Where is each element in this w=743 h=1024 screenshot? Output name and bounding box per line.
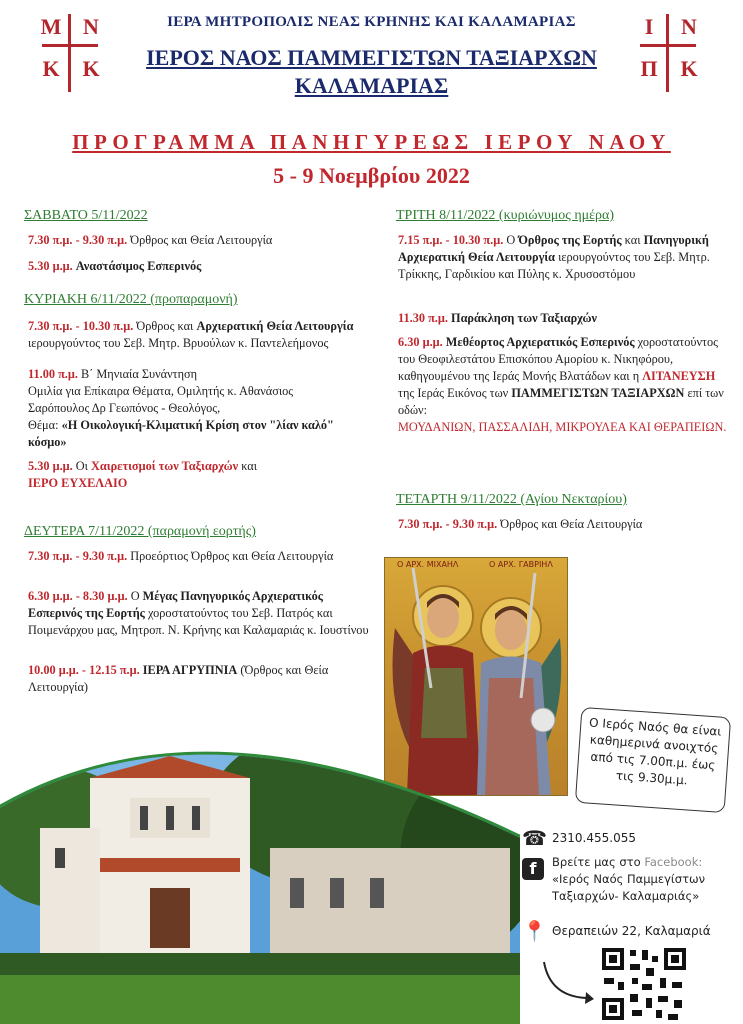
contact-section — [522, 826, 743, 943]
event-monday-3: 10.00 μ.μ. - 12.15 π.μ. ΙΕΡΑ ΑΓΡΥΠΝΙΑ (Όρθρος και Θεία Λειτουργία) — [28, 663, 329, 694]
event-wednesday-1: 7.30 π.μ. - 9.30 π.μ. Όρθρος και Θεία Λειτουργία — [398, 517, 643, 531]
address-text: Θεραπειών 22, Καλαμαριά — [552, 924, 711, 938]
day-heading-saturday: ΣΑΒΒΑΤΟ 5/11/2022 — [24, 208, 148, 223]
phone-number: 2310.455.055 — [552, 831, 636, 845]
icon-label-left: Ο ΑΡΧ. ΜΙΧΑΗΛ — [397, 560, 459, 569]
metropolis-name: ΙΕΡΑ ΜΗΤΡΟΠΟΛΙΣ ΝΕΑΣ ΚΡΗΝΗΣ ΚΑΙ ΚΑΛΑΜΑΡΙΑΣ — [167, 14, 576, 30]
day-heading-wednesday: ΤΕΤΑΡΤΗ 9/11/2022 (Αγίου Νεκταρίου) — [396, 492, 627, 507]
location-pin-icon: 📍 — [522, 919, 547, 943]
arrow-icon — [540, 958, 596, 1008]
event-sunday-1: 7.30 π.μ. - 10.30 π.μ. Όρθρος και Αρχιερατική Θεία Λειτουργία ιερουργούντος του Σεβ. Μητρ. Βρυούλων κ. Παντελεήμονος — [28, 319, 354, 350]
event-sunday-3: 5.30 μ.μ. Οι Χαιρετισμοί των Ταξιαρχών και ΙΕΡΟ ΕΥΧΕΛΑΙΟ — [28, 459, 258, 490]
facebook-icon: f — [522, 858, 544, 880]
event-saturday-2: 5.30 μ.μ. Αναστάσιμος Εσπερινός — [28, 259, 202, 273]
event-tuesday-3: 6.30 μ.μ. Μεθέορτος Αρχιερατικός Εσπερινός χοροστατούντος του Θεοφιλεστάτου Επισκόπου Αμορίου κ. Νικηφόρου, καθηγουμένου της Ιεράς Μονής Βλατάδων και η ΛΙΤΑΝΕΥΣΗ της Ιεράς Εικόνος των ΠΑΜΜΕΓΙΣΤΩΝ ΤΑΞΙΑΡΧΩΝ επί των οδών: ΜΟΥΔΑΝΙΩΝ, ΠΑΣΣΑΛΙΔΗ, ΜΙΚΡΟΥΛΕΑ ΚΑΙ ΘΕΡΑΠΕΙΩΝ. — [398, 335, 727, 434]
event-saturday-1: 7.30 π.μ. - 9.30 π.μ. Όρθρος και Θεία Λειτουργία — [28, 233, 273, 247]
day-heading-monday: ΔΕΥΤΕΡΑ 7/11/2022 (παραμονή εορτής) — [24, 524, 256, 539]
address-row — [522, 919, 743, 943]
monogram-right-logo: Ι Ν Π Κ — [628, 14, 708, 94]
program-title: ΠΡΟΓΡΑΜΜΑ ΠΑΝΗΓΥΡΕΩΣ ΙΕΡΟΥ ΝΑΟΥ — [72, 130, 671, 154]
event-tuesday-1: 7.15 π.μ. - 10.30 π.μ. Ο Όρθρος της Εορτής και Πανηγυρική Αρχιερατική Θεία Λειτουργία ιερουργούντος του Σεβ. Μητρ. Τρίκκης, Γαρδικίου και Πύλης κ. Χρυσοστόμου — [398, 233, 710, 281]
opening-hours-note: Ο Ιερός Ναός θα είναι καθημερινά ανοιχτός από τις 7.00π.μ. έως τις 9.30μ.μ. — [575, 707, 731, 813]
monogram-left-logo: Μ Ν Κ Κ — [30, 14, 110, 94]
program-dates: 5 - 9 Νοεμβρίου 2022 — [273, 163, 470, 188]
event-monday-2: 6.30 μ.μ. - 8.30 μ.μ. Ο Μέγας Πανηγυρικός Αρχιερατικός Εσπερινός της Εορτής χοροστατούντος του Σεβ. Πατρός και Ποιμενάρχου μας, Μητροπ. Ν. Κρήνης και Καλαμαριάς κ. Ιουστίνου — [28, 589, 369, 637]
day-heading-tuesday: ΤΡΙΤΗ 8/11/2022 (κυριώνυμος ημέρα) — [396, 208, 615, 223]
church-photo — [0, 718, 520, 1024]
event-sunday-2: 11.00 π.μ. Β΄ Μηνιαία Συνάντηση Ομιλία για Επίκαιρα Θέματα, Ομιλητής κ. Αθανάσιος Σαρόπουλος Δρ Γεωπόνος - Θεολόγος, Θέμα: «Η Οικολογική-Κλιματική Κρίση στον "λίαν καλό" κόσμο» — [28, 367, 334, 449]
telephone-icon: ☎ — [522, 826, 547, 850]
event-monday-1: 7.30 π.μ. - 9.30 π.μ. Προεόρτιος Όρθρος και Θεία Λειτουργία — [28, 549, 334, 563]
church-name: ΙΕΡΟΣ ΝΑΟΣ ΠΑΜΜΕΓΙΣΤΩΝ ΤΑΞΙΑΡΧΩΝ ΚΑΛΑΜΑΡΙΑΣ — [146, 45, 597, 98]
facebook-row: f Βρείτε μας στο Facebook: «Ιερός Ναός Παμμεγίστων Ταξιαρχών- Καλαμαριάς» — [522, 854, 743, 905]
qr-code — [598, 944, 690, 1024]
icon-label-right: Ο ΑΡΧ. ΓΑΒΡΙΗΛ — [489, 560, 553, 569]
day-heading-sunday: ΚΥΡΙΑΚΗ 6/11/2022 (προπαραμονή) — [24, 292, 238, 307]
event-tuesday-2: 11.30 π.μ. Παράκληση των Ταξιαρχών — [398, 311, 597, 325]
phone-row — [522, 826, 743, 850]
